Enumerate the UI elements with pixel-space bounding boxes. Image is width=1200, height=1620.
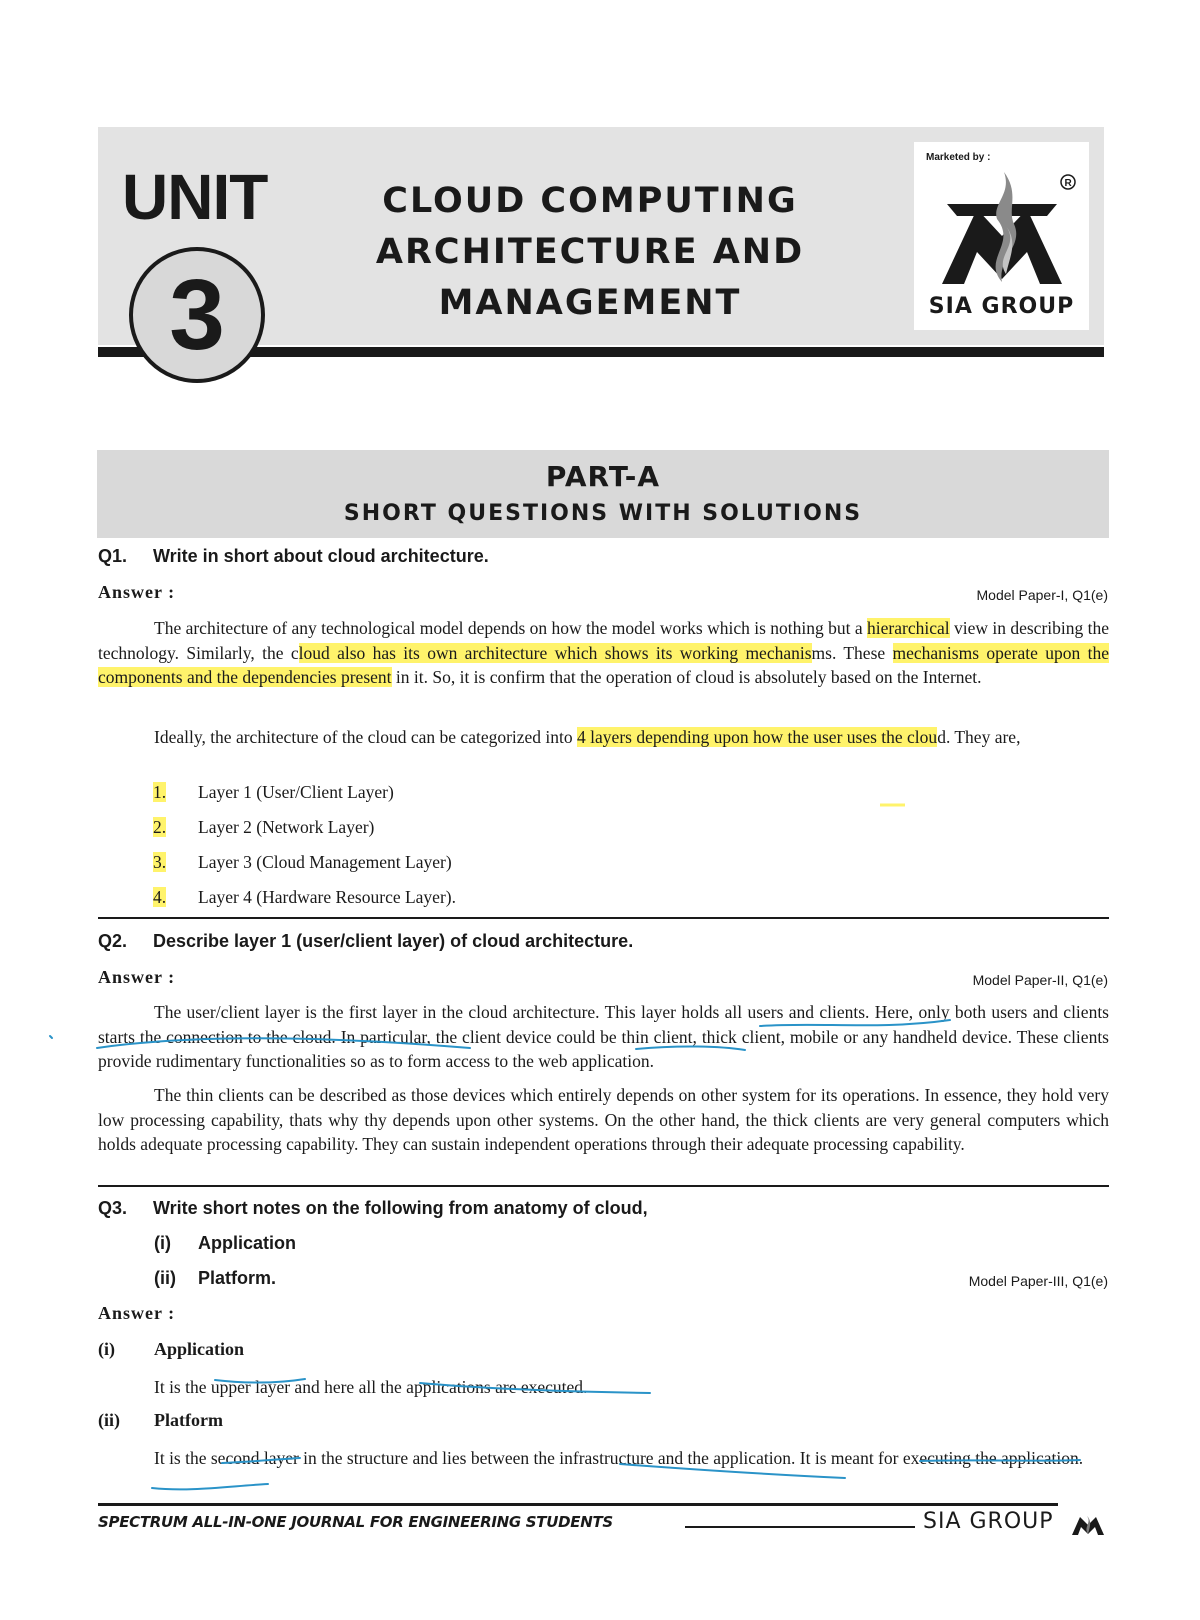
answer-1-paragraph-2: Ideally, the architecture of the cloud can be categorized into 4 layers depending upon how the user uses the cloud. They are, [154,727,1021,747]
footer-rule [98,1503,1058,1506]
layer-list-item: 3. Layer 3 (Cloud Management Layer) [153,852,452,872]
unit-label: UNIT [122,161,268,233]
question-2-text: Describe layer 1 (user/client layer) of cloud architecture. [153,931,634,951]
unit-title-line-2: ARCHITECTURE AND [375,232,805,272]
part-subtitle: SHORT QUESTIONS WITH SOLUTIONS [343,501,863,526]
footer-journal-title: SPECTRUM ALL-IN-ONE JOURNAL FOR ENGINEERING STUDENTS [98,1513,613,1531]
footer-brand: SIA GROUP [923,1509,1054,1534]
section-number: (i) [98,1339,115,1359]
unit-title-line-3: MANAGEMENT [438,283,742,323]
question-1-text: Write in short about cloud architecture. [153,546,489,566]
question-2-number: Q2. [98,931,128,951]
question-separator [98,917,1109,919]
answer-1-paragraph-1: The architecture of any technological model depends on how the model works which is nothing but a hierarchical view in describing the technology. Similarly, the cloud also has its own architecture which shows its working mechanisms. These mechanisms operate upon the components and the dependencies present in it. So, it is confirm that the operation of cloud is absolutely based on the Internet. [98,618,1110,687]
answer-2-paragraph-1: The user/client layer is the first layer in the cloud architecture. This layer holds all users and clients. Here, only both users and clients starts the connection to the cloud. In particular, the client device could be thin client, thick client, mobile or any handheld device. These clients provide rudimentary functionalities so as to form access to the web application. [98,1002,1109,1071]
logo-marketed-by: Marketed by : [926,152,991,163]
footer-divider [685,1526,915,1528]
highlight: mechanisms operate upon the components and the dependencies present [98,642,1109,687]
question-separator [98,1185,1109,1187]
layer-list-item: 2. Layer 2 (Network Layer) [153,817,375,837]
highlight: hierarchical [867,618,950,638]
unit-title-line-1: CLOUD COMPUTING [382,181,798,221]
answer-1-reference: Model Paper-I, Q1(e) [976,587,1108,603]
sia-book-flame-icon [922,164,1082,294]
question-3-item: (i) Application [154,1233,296,1253]
answer-1-label: Answer : [98,582,176,602]
answer-2-reference: Model Paper-II, Q1(e) [972,972,1108,988]
logo-brand-name: SIA GROUP [928,294,1075,319]
highlight: 4 layers depending upon how the user uses the clou [577,727,938,747]
question-3-item: (ii) Platform. [154,1268,277,1288]
answer-2-paragraph-2: The thin clients can be described as those devices which entirely depends on other system for its operations. In essence, they hold very low processing capability, thats why thy depends upon other systems. On the other hand, the thick clients are very general computers which holds adequate processing capability. They can sustain independent operations through their adequate processing capability. [98,1085,1109,1154]
unit-title [340,176,840,329]
question-3-number: Q3. [98,1198,128,1218]
unit-number: 3 [169,259,225,371]
section-number: (ii) [98,1410,120,1430]
highlight: loud also has its own architecture which shows its working mechanis [298,642,812,663]
part-title: PART-A [545,460,661,493]
section-title-platform: Platform [154,1410,223,1430]
answer-2-label: Answer : [98,967,176,987]
unit-number-badge [129,247,265,383]
question-3-text: Write short notes on the following from anatomy of cloud, [153,1198,648,1218]
section-title-application: Application [154,1339,245,1359]
sia-small-logo-icon [1070,1507,1106,1537]
answer-3-label: Answer : [98,1303,176,1323]
section-platform-text: It is the second layer in the structure and lies between the infrastructure and the application. It is meant for executing the application. [154,1448,1084,1468]
pen-mark [50,1036,52,1038]
answer-3-reference: Model Paper-III, Q1(e) [968,1273,1108,1289]
question-1-number: Q1. [98,546,128,566]
svg-text:R: R [1064,178,1072,189]
layer-list-item: 1. Layer 1 (User/Client Layer) [153,782,394,802]
layer-list-item: 4. Layer 4 (Hardware Resource Layer). [153,887,456,907]
publisher-logo [914,142,1089,330]
section-application-text: It is the upper layer and here all the applications are executed. [154,1377,588,1397]
pen-underline [152,1484,268,1489]
part-banner [97,450,1109,538]
